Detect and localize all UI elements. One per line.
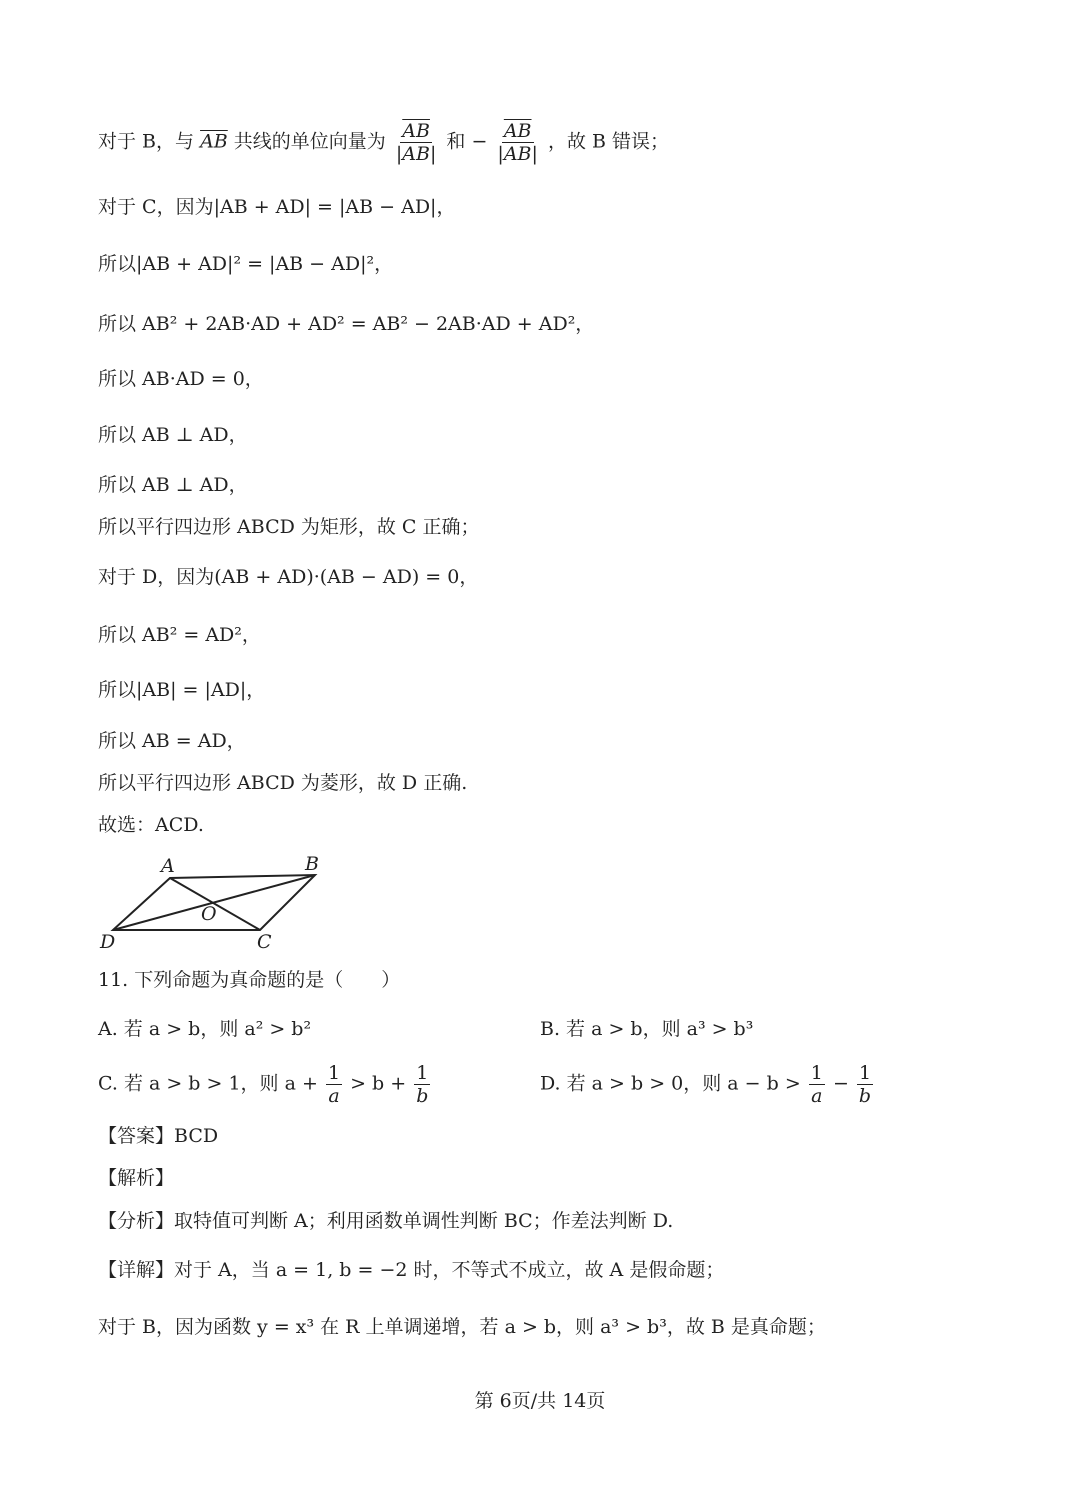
- b-and: 和 −: [446, 130, 488, 153]
- option-c-prefix: C. 若 a > b > 1，则 a +: [98, 1072, 318, 1095]
- fenxi-line: [98, 1208, 673, 1234]
- option-c-frac-b: [414, 1062, 430, 1107]
- option-d: [540, 1062, 875, 1107]
- answer-line: [98, 1123, 218, 1149]
- frac-denominator: a: [811, 1085, 823, 1107]
- option-c-frac-a: [326, 1062, 342, 1107]
- line-c7: 所以平行四边形 ABCD 为矩形，故 C 正确；: [98, 516, 480, 538]
- frac-denominator: |AB|: [497, 143, 538, 165]
- option-d-frac-a: [809, 1062, 825, 1107]
- label-o: O: [201, 903, 217, 925]
- label-d: D: [100, 931, 116, 953]
- fenxi-text: 取特值可判断 A；利用函数单调性判断 BC；作差法判断 D.: [174, 1210, 674, 1232]
- answer-value: BCD: [174, 1125, 219, 1147]
- analysis-tag: 【解析】: [98, 1167, 175, 1189]
- option-d-frac-b: [857, 1062, 873, 1107]
- b-true-line: 对于 B，因为函数 y = x³ 在 R 上单调递增，若 a > b，则 a³ > b³，故 B 是真命题；: [98, 1316, 826, 1338]
- solution-line-b: [98, 120, 669, 165]
- frac-denominator: b: [416, 1085, 429, 1107]
- option-c: [98, 1062, 432, 1107]
- label-a: A: [161, 855, 175, 877]
- line-d3: 所以|AB| = |AD|，: [98, 679, 266, 701]
- xiangjie-line: [98, 1257, 724, 1283]
- parallelogram-figure: [95, 850, 335, 955]
- frac-numerator: $\overline{AB}$: [503, 120, 532, 142]
- page-footer: 第 6页/共 14页: [474, 1390, 606, 1412]
- b-vector: $\overline{AB}$: [200, 130, 228, 153]
- line-c6: 所以 AB ⊥ AD，: [98, 474, 248, 496]
- frac-numerator: 1: [810, 1062, 823, 1084]
- line-c2: 所以|AB + AD|² = |AB − AD|²，: [98, 253, 394, 275]
- option-d-minus: −: [832, 1072, 849, 1095]
- frac-denominator: |AB|: [395, 143, 437, 165]
- frac-numerator: 1: [327, 1062, 341, 1084]
- line-c1: 对于 C，因为|AB + AD| = |AB − AD|，: [98, 196, 456, 218]
- label-c: C: [257, 931, 272, 953]
- line-d4: 所以 AB = AD，: [98, 730, 246, 752]
- option-b: B. 若 a > b，则 a³ > b³: [540, 1018, 754, 1040]
- fenxi-tag: 【分析】: [98, 1210, 175, 1232]
- line-d1: 对于 D，因为(AB + AD)·(AB − AD) = 0，: [98, 566, 479, 588]
- frac-numerator: 1: [416, 1062, 429, 1084]
- frac-denominator: b: [858, 1085, 872, 1107]
- line-c4: 所以 AB·AD = 0，: [98, 368, 264, 390]
- b-mid: 共线的单位向量为: [233, 130, 386, 153]
- question-stem: 11. 下列命题为真命题的是（ ）: [98, 969, 401, 991]
- line-d5: 所以平行四边形 ABCD 为菱形，故 D 正确.: [98, 772, 468, 794]
- frac-numerator: 1: [858, 1062, 872, 1084]
- label-b: B: [305, 853, 319, 875]
- option-c-mid: > b +: [350, 1072, 407, 1095]
- xiangjie-tag: 【详解】: [98, 1259, 175, 1281]
- answer-tag: 【答案】: [98, 1125, 175, 1147]
- line-d2: 所以 AB² = AD²，: [98, 624, 261, 646]
- frac-denominator: a: [328, 1085, 340, 1107]
- b-prefix: 对于 B，与: [98, 130, 195, 153]
- line-choice: 故选：ACD.: [98, 814, 204, 836]
- xiangjie-text: 对于 A，当 a = 1, b = −2 时，不等式不成立，故 A 是假命题；: [174, 1259, 725, 1281]
- option-a: A. 若 a > b，则 a² > b²: [98, 1018, 312, 1040]
- b-fraction-2: [495, 120, 540, 165]
- option-d-prefix: D. 若 a > b > 0，则 a − b >: [540, 1072, 801, 1095]
- b-suffix: ，故 B 错误；: [547, 130, 670, 153]
- b-fraction-1: [394, 120, 439, 165]
- frac-numerator: $\overline{AB}$: [402, 120, 430, 142]
- line-c3: 所以 AB² + 2AB·AD + AD² = AB² − 2AB·AD + AD²，: [98, 313, 595, 335]
- line-c5: 所以 AB ⊥ AD，: [98, 424, 248, 446]
